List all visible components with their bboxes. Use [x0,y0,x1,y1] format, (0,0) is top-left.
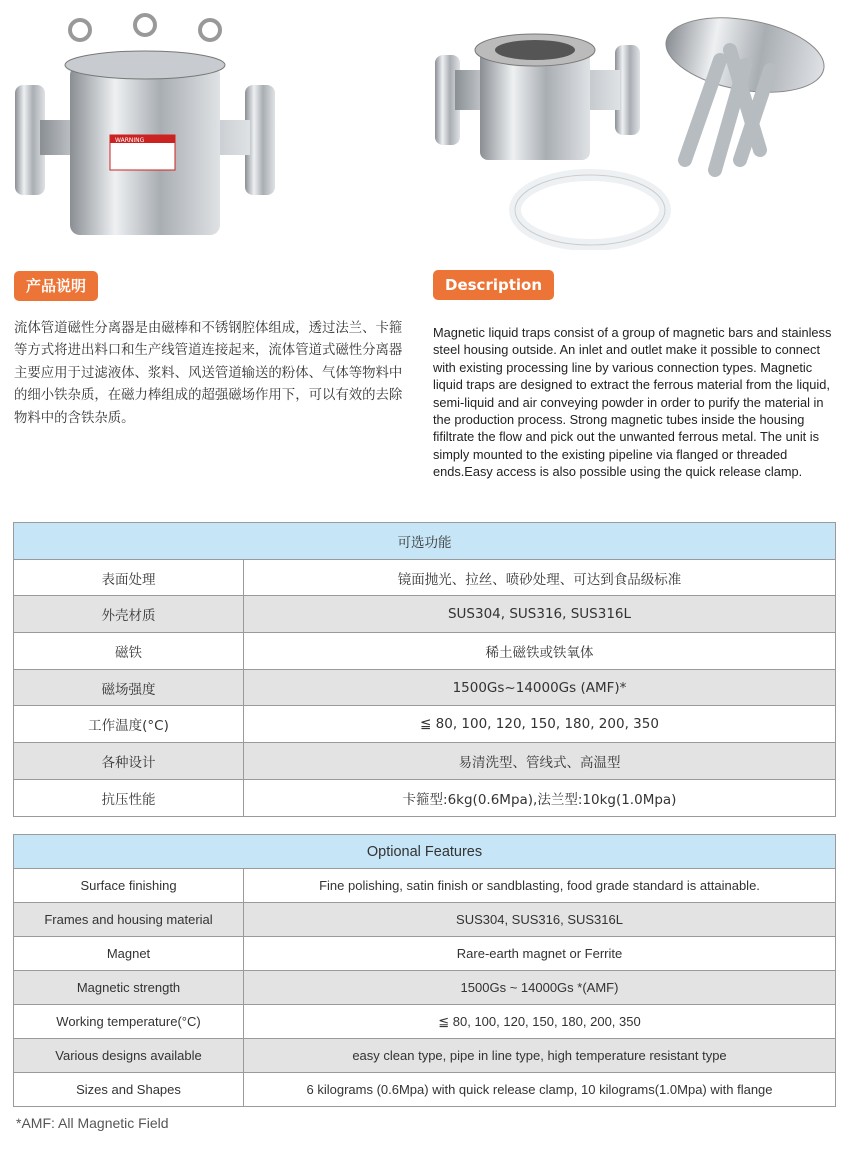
product-photo-disassembled [430,10,840,250]
row-label: 表面处理 [14,559,244,596]
row-value: SUS304, SUS316, SUS316L [244,596,836,633]
table-row [14,559,836,596]
chinese-description: 流体管道磁性分离器是由磁棒和不锈钢腔体组成，透过法兰、卡箍等方式将进出料口和生产线管道连接起来，流体管道式磁性分离器主要应用于过滤液体、浆料、风送管道输送的粉体、气体等物料中的细小铁杂质，在磁力棒组成的超强磁场作用下，可以有效的去除物料中的含铁杂质。 [14,321,403,426]
row-value: 镜面抛光、拉丝、喷砂处理、可达到食品级标准 [244,559,836,596]
table-row [14,706,836,743]
description-section-badge: Description [433,270,554,300]
table-row [14,596,836,633]
row-value: ≦ 80, 100, 120, 150, 180, 200, 350 [244,1005,836,1039]
table-row [14,971,836,1005]
row-value: 6 kilograms (0.6Mpa) with quick release clamp, 10 kilograms(1.0Mpa) with flange [244,1073,836,1107]
table-row [14,937,836,971]
table-row [14,743,836,780]
table-row [14,779,836,816]
table-title: 可选功能 [14,523,836,560]
table-row [14,903,836,937]
row-value: 卡箍型:6kg(0.6Mpa),法兰型:10kg(1.0Mpa) [244,779,836,816]
row-label: 抗压性能 [14,779,244,816]
row-value: Rare-earth magnet or Ferrite [244,937,836,971]
row-label: Working temperature(°C) [14,1005,244,1039]
row-label: Frames and housing material [14,903,244,937]
table-title: Optional Features [14,835,836,869]
row-label: 各种设计 [14,743,244,780]
row-value: SUS304, SUS316, SUS316L [244,903,836,937]
row-label: 工作温度(°C) [14,706,244,743]
row-value: Fine polishing, satin finish or sandblasting, food grade standard is attainable. [244,869,836,903]
row-value: 1500Gs ~ 14000Gs *(AMF) [244,971,836,1005]
row-value: ≦ 80, 100, 120, 150, 180, 200, 350 [244,706,836,743]
row-label: 磁场强度 [14,669,244,706]
row-value: 1500Gs~14000Gs (AMF)* [244,669,836,706]
table-row [14,633,836,670]
row-value: easy clean type, pipe in line type, high temperature resistant type [244,1039,836,1073]
optional-features-table-cn [13,522,836,817]
footnote: *AMF: All Magnetic Field [16,1115,169,1131]
row-label: Surface finishing [14,869,244,903]
table-row [14,869,836,903]
english-description: Magnetic liquid traps consist of a group of magnetic bars and stainless steel housing outside. An inlet and outlet make it possible to connect with existing processing line by various connection types. Magnetic liquid traps are designed to extract the ferrous material from the liquid, semi-liquid and air conveying powder in order to purify the material in the production process. Strong magnetic tubes inside the housing fifiltrate the flow and pick out the unwanted ferrous metal. The unit is simply mounted to the existing pipeline via flanged or threaded ends.Easy access is also possible using the quick release clamp. [433,325,832,480]
table-row [14,1005,836,1039]
row-label: Sizes and Shapes [14,1073,244,1107]
row-label: 磁铁 [14,633,244,670]
row-value: 易清洗型、管线式、高温型 [244,743,836,780]
row-label: Various designs available [14,1039,244,1073]
row-label: Magnet [14,937,244,971]
warning-label: WARNING [115,137,145,144]
row-label: 外壳材质 [14,596,244,633]
chinese-section-badge: 产品说明 [14,271,98,301]
table-row [14,1073,836,1107]
table-row [14,1039,836,1073]
row-value: 稀土磁铁或铁氧体 [244,633,836,670]
row-label: Magnetic strength [14,971,244,1005]
optional-features-table-en [13,834,836,1107]
product-photo-assembled [10,5,280,245]
table-row [14,669,836,706]
